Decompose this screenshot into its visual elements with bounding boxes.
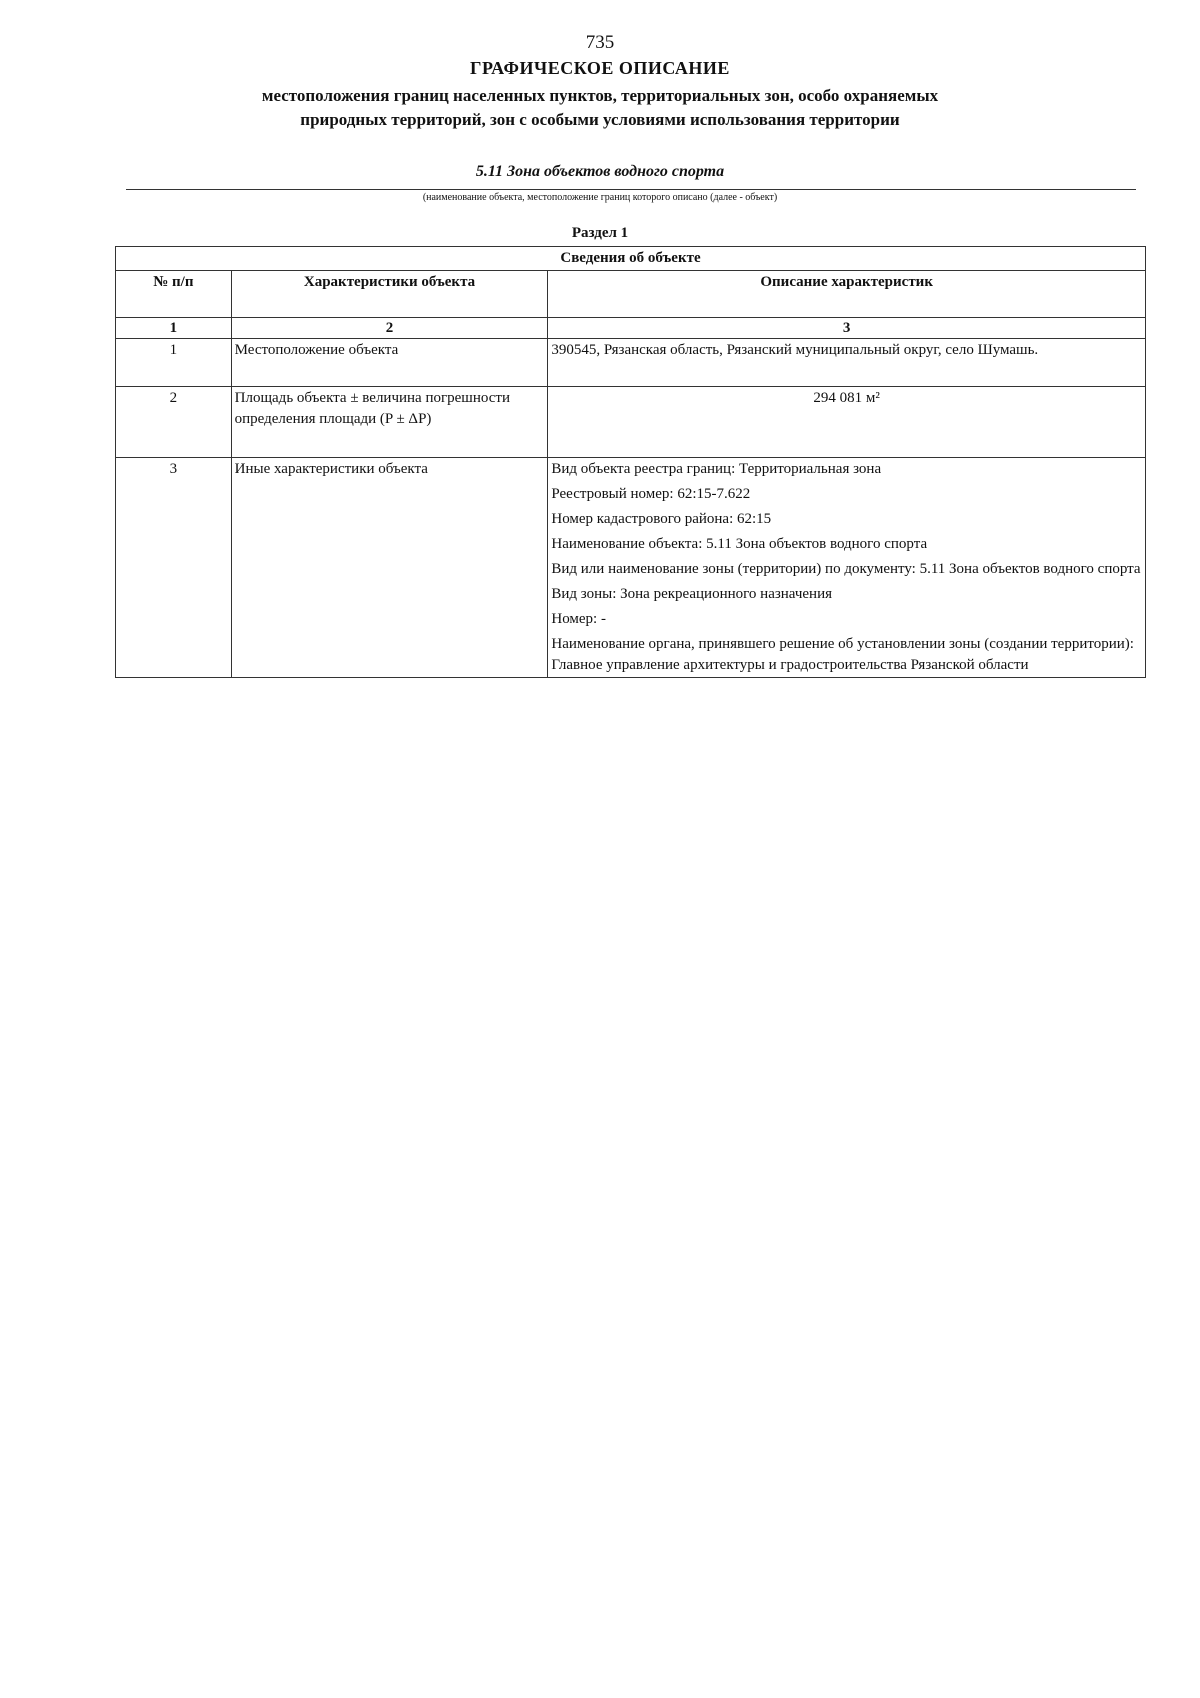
description-line: Номер кадастрового района: 62:15: [551, 511, 772, 527]
row-number: 1: [116, 339, 232, 387]
description-line: Номер: -: [551, 611, 606, 627]
area-value: 294 081 м²: [813, 390, 880, 406]
object-info-table: [115, 246, 1146, 678]
row-number: 3: [116, 458, 232, 678]
table-row: [116, 387, 1146, 458]
header-characteristic: Характеристики объекта: [231, 271, 548, 318]
row-description: [548, 387, 1146, 458]
description-line: Вид объекта реестра границ: Территориальная зона: [551, 461, 882, 477]
row-characteristic: Площадь объекта ± величина погрешности определения площади (P ± ΔP): [231, 387, 548, 458]
table-caption-row: [116, 247, 1146, 271]
page-number: 735: [585, 32, 615, 53]
object-name-caption: (наименование объекта, местоположение границ которого описано (далее - объект): [422, 192, 778, 203]
row-characteristic: Иные характеристики объекта: [231, 458, 548, 678]
table-caption: Сведения об объекте: [116, 247, 1146, 271]
table-row: [116, 339, 1146, 387]
object-name: 5.11 Зона объектов водного спорта: [475, 163, 725, 180]
row-characteristic: Местоположение объекта: [231, 339, 548, 387]
section-title: Раздел 1: [571, 225, 629, 241]
row-description: [548, 458, 1146, 678]
row-number: 2: [116, 387, 232, 458]
header-number: № п/п: [116, 271, 232, 318]
table-row: [116, 458, 1146, 678]
row-description: [548, 339, 1146, 387]
column-index: 2: [231, 318, 548, 339]
document-subtitle: местоположения границ населенных пунктов, территориальных зон, особо охраняемых природных территорий, зон с особыми условиями использования территории: [261, 86, 939, 129]
table-index-row: [116, 318, 1146, 339]
description-line: Наименование объекта: 5.11 Зона объектов водного спорта: [551, 536, 928, 552]
document-title: ГРАФИЧЕСКОЕ ОПИСАНИЕ: [470, 58, 730, 78]
table-header-row: [116, 271, 1146, 318]
description-line: Вид или наименование зоны (территории) по документу: 5.11 Зона объектов водного спорта: [551, 561, 1141, 577]
description-line: Реестровый номер: 62:15-7.622: [551, 486, 751, 502]
object-name-underline: [126, 189, 1136, 190]
description-line: 390545, Рязанская область, Рязанский муниципальный округ, село Шумашь.: [551, 342, 1039, 358]
description-line: Вид зоны: Зона рекреационного назначения: [551, 586, 833, 602]
column-index: 1: [116, 318, 232, 339]
description-line: Наименование органа, принявшего решение об установлении зоны (создании территории): Главное управление архитектуры и градостроительства Рязанской области: [551, 636, 1134, 673]
header-description: Описание характеристик: [548, 271, 1146, 318]
column-index: 3: [548, 318, 1146, 339]
